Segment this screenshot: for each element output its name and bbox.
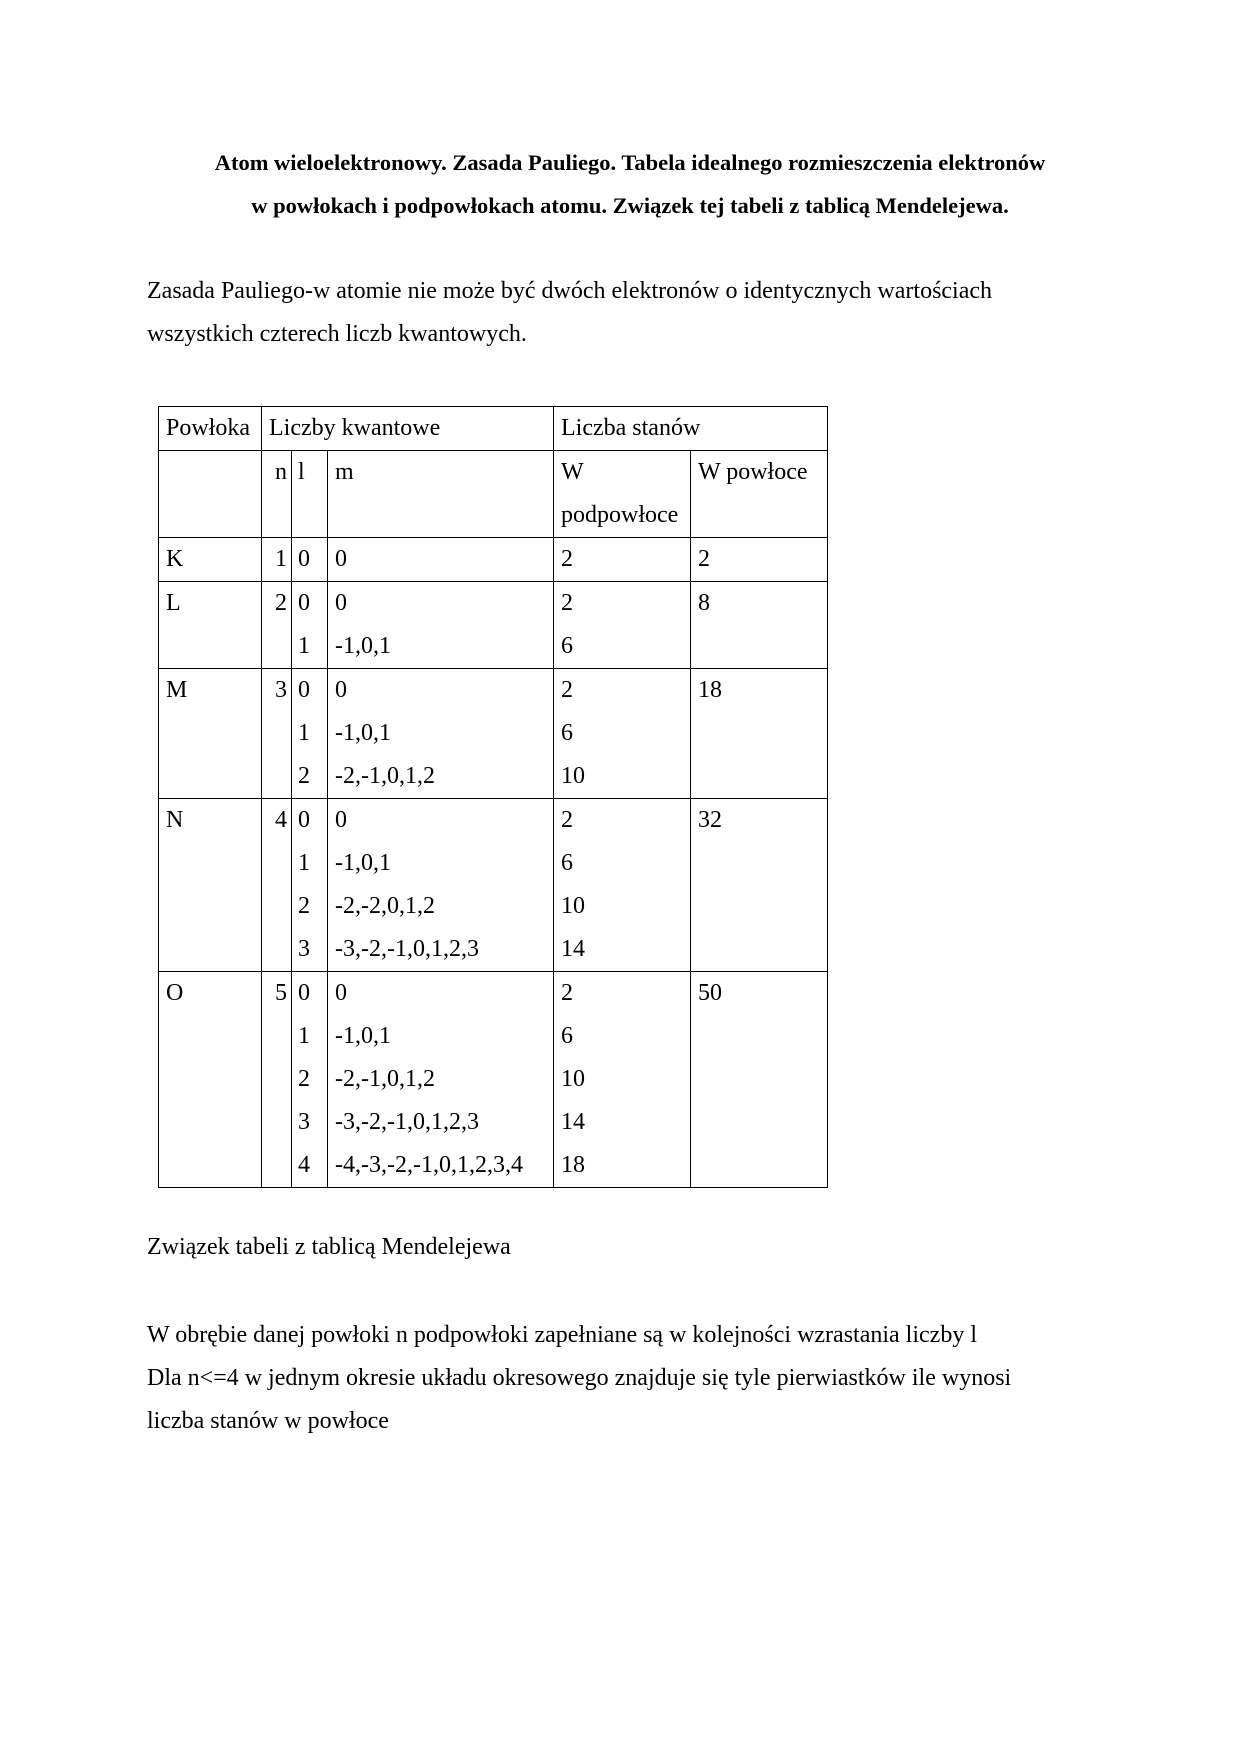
shell-name: K: [159, 538, 262, 582]
orbital-number-l: [292, 538, 328, 582]
magnetic-number-m-value: 0: [335, 677, 347, 703]
orbital-number-l: [292, 972, 328, 1188]
subshell-state-count-value: 2: [561, 546, 573, 572]
magnetic-number-m-value: -1,0,1: [335, 1023, 391, 1049]
subshell-state-count: [554, 972, 691, 1188]
subshell-state-count-value: 2: [561, 590, 573, 616]
header-in-subshell-line: podpowłoce: [561, 502, 679, 528]
magnetic-number-m-value: -1,0,1: [335, 850, 391, 876]
orbital-number-l-value: 2: [298, 1066, 310, 1092]
header-n: n: [262, 451, 292, 538]
bottom-line: W obrębie danej powłoki n podpowłoki zapełniane są w kolejności wzrastania liczby l: [147, 1322, 977, 1348]
magnetic-number-m-value: -3,-2,-1,0,1,2,3: [335, 936, 479, 962]
mendeleev-relation-paragraph: [147, 1314, 1011, 1443]
orbital-number-l: [292, 669, 328, 799]
shell-row: [159, 538, 828, 582]
subshell-state-count-value: 18: [561, 1152, 585, 1178]
pauli-principle-paragraph: [147, 270, 992, 356]
subshell-state-count-value: 14: [561, 1109, 585, 1135]
orbital-number-l-value: 1: [298, 1023, 310, 1049]
principal-number-n: 1: [262, 538, 292, 582]
subshell-state-count-value: 2: [561, 980, 573, 1006]
magnetic-number-m-value: 0: [335, 590, 347, 616]
section-heading: Związek tabeli z tablicą Mendelejewa: [147, 1234, 511, 1260]
magnetic-number-m: [328, 669, 554, 799]
shell-row: [159, 669, 828, 799]
orbital-number-l-value: 2: [298, 893, 310, 919]
title-line: w powłokach i podpowłokach atomu. Związek tej tabeli z tablicą Mendelejewa.: [251, 193, 1009, 218]
header-in-subshell: [554, 451, 691, 538]
shell-row: [159, 799, 828, 972]
magnetic-number-m-value: -1,0,1: [335, 633, 391, 659]
subshell-state-count: [554, 799, 691, 972]
subshell-state-count: [554, 538, 691, 582]
shell-state-total: 18: [691, 669, 828, 799]
magnetic-number-m: [328, 799, 554, 972]
bottom-line: liczba stanów w powłoce: [147, 1408, 389, 1434]
orbital-number-l-value: 0: [298, 677, 310, 703]
title-line: Atom wieloelektronowy. Zasada Pauliego. Tabela idealnego rozmieszczenia elektronów: [214, 150, 1046, 175]
orbital-number-l-value: 1: [298, 850, 310, 876]
shell-row: [159, 972, 828, 1188]
header-in-subshell-line: W: [561, 459, 584, 485]
header-shell: Powłoka: [159, 407, 262, 451]
shell-state-total: 32: [691, 799, 828, 972]
magnetic-number-m: [328, 972, 554, 1188]
subshell-state-count: [554, 582, 691, 669]
header-states: Liczba stanów: [554, 407, 828, 451]
orbital-number-l-value: 0: [298, 590, 310, 616]
orbital-number-l-value: 0: [298, 980, 310, 1006]
subshell-state-count-value: 6: [561, 1023, 573, 1049]
subshell-state-count-value: 6: [561, 633, 573, 659]
header-l: l: [292, 451, 328, 538]
header-m: m: [328, 451, 554, 538]
subshell-state-count-value: 2: [561, 677, 573, 703]
magnetic-number-m-value: -1,0,1: [335, 720, 391, 746]
magnetic-number-m-value: -4,-3,-2,-1,0,1,2,3,4: [335, 1152, 523, 1178]
subshell-state-count-value: 6: [561, 720, 573, 746]
principal-number-n: 2: [262, 582, 292, 669]
orbital-number-l-value: 0: [298, 807, 310, 833]
orbital-number-l-value: 0: [298, 546, 310, 572]
orbital-number-l: [292, 582, 328, 669]
subshell-state-count-value: 6: [561, 850, 573, 876]
subheader-empty: [159, 451, 262, 538]
shell-name: O: [159, 972, 262, 1188]
orbital-number-l-value: 3: [298, 1109, 310, 1135]
orbital-number-l-value: 3: [298, 936, 310, 962]
subshell-state-count-value: 10: [561, 1066, 585, 1092]
shell-name: N: [159, 799, 262, 972]
orbital-number-l-value: 4: [298, 1152, 310, 1178]
magnetic-number-m-value: -2,-1,0,1,2: [335, 1066, 435, 1092]
orbital-number-l-value: 1: [298, 633, 310, 659]
magnetic-number-m: [328, 582, 554, 669]
subshell-state-count-value: 10: [561, 893, 585, 919]
magnetic-number-m-value: 0: [335, 807, 347, 833]
orbital-number-l: [292, 799, 328, 972]
shell-state-total: 8: [691, 582, 828, 669]
intro-line: Zasada Pauliego-w atomie nie może być dwóch elektronów o identycznych wartościach: [147, 278, 993, 304]
subshell-state-count-value: 2: [561, 807, 573, 833]
document-title: [130, 141, 1130, 227]
magnetic-number-m: [328, 538, 554, 582]
orbital-number-l-value: 1: [298, 720, 310, 746]
bottom-line: Dla n<=4 w jednym okresie układu okresowego znajduje się tyle pierwiastków ile wynosi: [147, 1365, 1012, 1391]
table-header-row: [159, 407, 828, 451]
magnetic-number-m-value: -2,-2,0,1,2: [335, 893, 435, 919]
magnetic-number-m-value: 0: [335, 980, 347, 1006]
principal-number-n: 4: [262, 799, 292, 972]
shell-state-total: 50: [691, 972, 828, 1188]
magnetic-number-m-value: -3,-2,-1,0,1,2,3: [335, 1109, 479, 1135]
principal-number-n: 3: [262, 669, 292, 799]
subshell-state-count-value: 10: [561, 763, 585, 789]
magnetic-number-m-value: 0: [335, 546, 347, 572]
subshell-state-count-value: 14: [561, 936, 585, 962]
shell-name: M: [159, 669, 262, 799]
orbital-number-l-value: 2: [298, 763, 310, 789]
principal-number-n: 5: [262, 972, 292, 1188]
magnetic-number-m-value: -2,-1,0,1,2: [335, 763, 435, 789]
header-in-shell: W powłoce: [691, 451, 828, 538]
shell-row: [159, 582, 828, 669]
shell-state-total: 2: [691, 538, 828, 582]
header-quantum-numbers: Liczby kwantowe: [262, 407, 554, 451]
shell-name: L: [159, 582, 262, 669]
electron-states-table: [158, 406, 828, 1188]
subshell-state-count: [554, 669, 691, 799]
intro-line: wszystkich czterech liczb kwantowych.: [147, 321, 527, 347]
table-subheader-row: [159, 451, 828, 538]
